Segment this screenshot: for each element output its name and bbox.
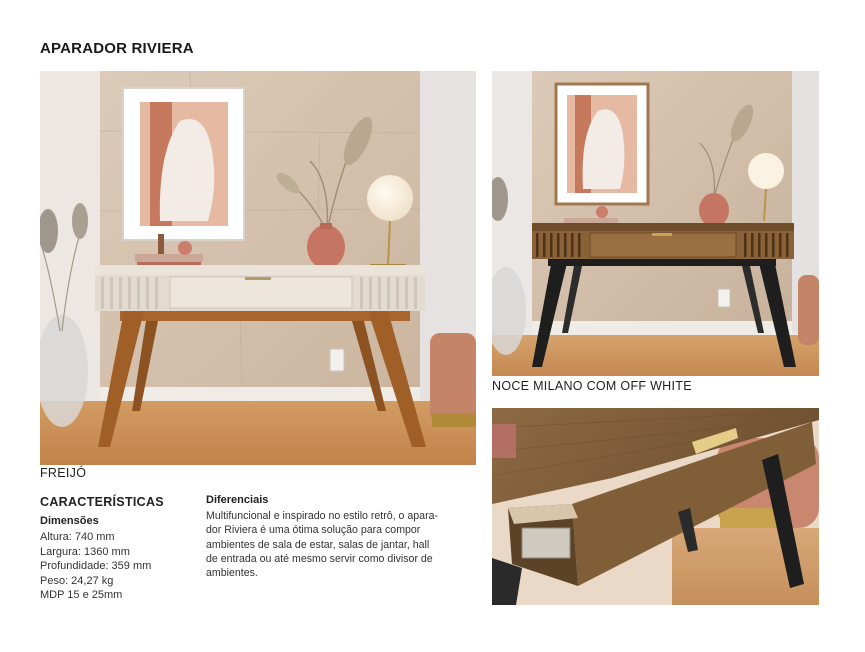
differentials-line: de entrada ou até mesmo servir como divisor de: [206, 552, 433, 565]
characteristics-heading: CARACTERÍSTICAS: [40, 495, 164, 509]
differentials-heading: Diferenciais: [206, 494, 269, 506]
differentials-line: ambientes de sala de estar, salas de jantar, hall: [206, 538, 430, 551]
spec-depth: Profundidade: 359 mm: [40, 560, 152, 572]
differentials-line: Multifuncional e inspirado no estilo retrô, o apara-: [206, 510, 439, 522]
differentials-line: ambientes.: [206, 567, 258, 580]
dimensions-heading: Dimensões: [40, 515, 99, 527]
spec-weight: Peso: 24,27 kg: [40, 574, 114, 587]
product-photo-noce-milano: [492, 71, 819, 376]
spec-width: Largura: 1360 mm: [40, 545, 130, 558]
product-photo-drawer-detail: [492, 408, 819, 605]
differentials-text: [206, 509, 478, 580]
product-photo-freijo: [40, 71, 476, 465]
page-title: APARADOR RIVIERA: [40, 40, 194, 57]
spec-material: MDP 15 e 25mm: [40, 589, 123, 601]
caption-noce-milano: NOCE MILANO COM OFF WHITE: [492, 379, 692, 393]
spec-height: Altura: 740 mm: [40, 531, 115, 543]
differentials-line: dor Riviera é uma ótima solução para compor: [206, 524, 421, 537]
caption-freijo: FREIJÓ: [40, 466, 87, 480]
